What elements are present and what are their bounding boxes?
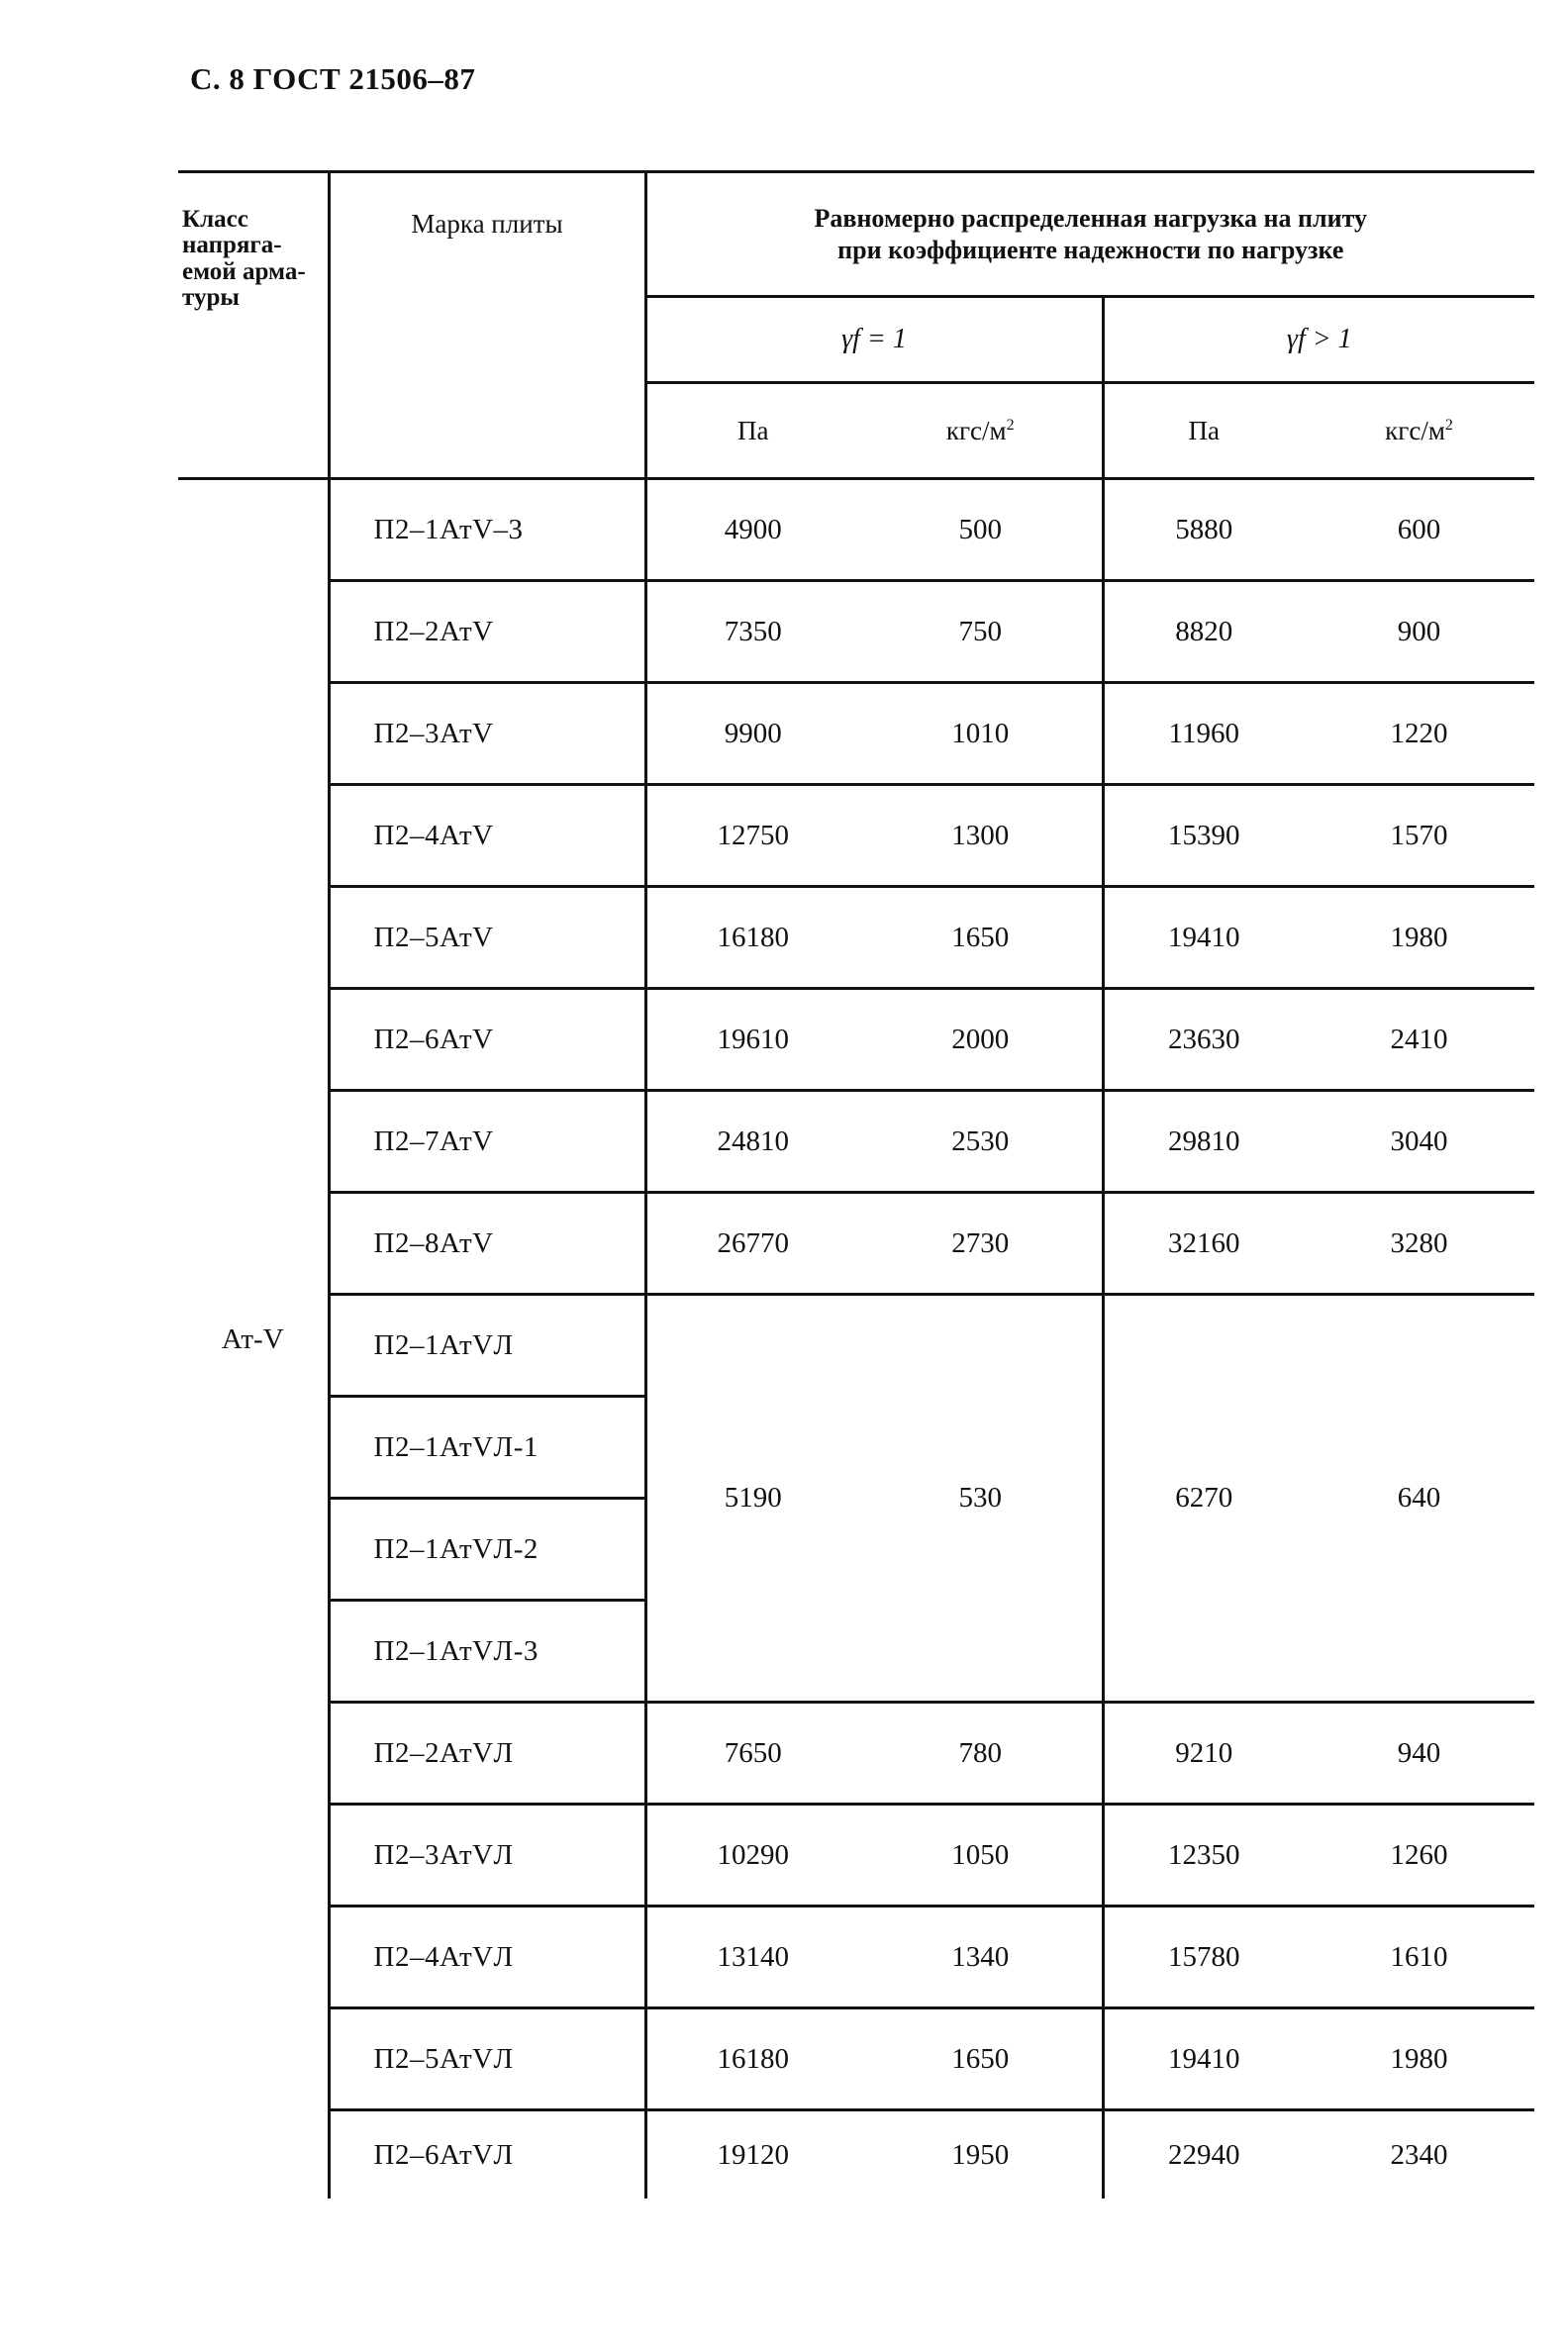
pa1-cell: 26770 [645,1193,859,1295]
pa1-cell: 7350 [645,581,859,683]
mark-cell: П2–7АтV [329,1091,645,1193]
pa2-cell: 8820 [1103,581,1304,683]
kgs1-cell: 2530 [859,1091,1103,1193]
pa2-cell: 29810 [1103,1091,1304,1193]
kgs1-cell: 1010 [859,683,1103,785]
kgs2-cell: 2340 [1304,2110,1534,2200]
table-row [178,887,1534,989]
pa1-cell: 16180 [645,2008,859,2110]
pa2-cell: 6270 [1103,1295,1304,1703]
mark-cell: П2–5АтVЛ [329,2008,645,2110]
header-unit-kgs-2-text: кгс/м [1385,415,1445,445]
kgs1-cell: 1300 [859,785,1103,887]
kgs2-cell: 900 [1304,581,1534,683]
header-class: Класс напряга-емой арма-туры [178,172,329,479]
mark-cell: П2–4АтV [329,785,645,887]
pa1-cell: 7650 [645,1703,859,1805]
header-load-line1: Равномерно распределенная нагрузка на плиту [814,204,1368,234]
table-row [178,1805,1534,1907]
table-body [178,479,1534,2200]
pa1-cell: 5190 [645,1295,859,1703]
kgs2-cell: 1570 [1304,785,1534,887]
table-row [178,479,1534,581]
mark-cell: П2–1АтVЛ-3 [329,1601,645,1703]
header-load-line2: при коэффициенте надежности по нагрузке [837,235,1344,264]
kgs1-cell: 1950 [859,2110,1103,2200]
pa1-cell: 10290 [645,1805,859,1907]
kgs2-cell: 640 [1304,1295,1534,1703]
kgs2-cell: 940 [1304,1703,1534,1805]
pa1-cell: 19120 [645,2110,859,2200]
kgs2-cell: 1260 [1304,1805,1534,1907]
pa2-cell: 32160 [1103,1193,1304,1295]
header-unit-kgs-1 [859,383,1103,479]
table-row [178,1907,1534,2008]
header-gamma-gt: γf > 1 [1103,297,1534,383]
mark-cell: П2–4АтVЛ [329,1907,645,2008]
kgs2-cell: 2410 [1304,989,1534,1091]
kgs1-cell: 1650 [859,887,1103,989]
pa2-cell: 23630 [1103,989,1304,1091]
header-mark: Марка плиты [329,172,645,479]
kgs1-cell: 1050 [859,1805,1103,1907]
pa2-cell: 19410 [1103,2008,1304,2110]
pa1-cell: 19610 [645,989,859,1091]
header-unit-kgs-1-exp: 2 [1006,416,1015,434]
mark-cell: П2–3АтVЛ [329,1805,645,1907]
kgs1-cell: 1650 [859,2008,1103,2110]
table-row [178,2008,1534,2110]
pa2-cell: 5880 [1103,479,1304,581]
table-row [178,1193,1534,1295]
pa1-cell: 12750 [645,785,859,887]
mark-cell: П2–1АтVЛ [329,1295,645,1397]
load-table [178,170,1534,2199]
table-row [178,1703,1534,1805]
pa2-cell: 22940 [1103,2110,1304,2200]
mark-cell: П2–2АтV [329,581,645,683]
kgs1-cell: 2000 [859,989,1103,1091]
table-row-group [178,1295,1534,1397]
kgs2-cell: 3040 [1304,1091,1534,1193]
header-unit-pa-2: Па [1103,383,1304,479]
pa2-cell: 9210 [1103,1703,1304,1805]
pa1-cell: 13140 [645,1907,859,2008]
pa2-cell: 15780 [1103,1907,1304,2008]
pa2-cell: 11960 [1103,683,1304,785]
header-load [645,172,1534,297]
page-title: С. 8 ГОСТ 21506–87 [190,61,476,96]
pa2-cell: 12350 [1103,1805,1304,1907]
mark-cell: П2–1АтVЛ-2 [329,1499,645,1601]
pa2-cell: 19410 [1103,887,1304,989]
pa1-cell: 9900 [645,683,859,785]
mark-cell: П2–1АтV–3 [329,479,645,581]
mark-cell: П2–6АтVЛ [329,2110,645,2200]
kgs1-cell: 500 [859,479,1103,581]
mark-cell: П2–5АтV [329,887,645,989]
kgs2-cell: 1610 [1304,1907,1534,2008]
pa2-cell: 15390 [1103,785,1304,887]
mark-cell: П2–3АтV [329,683,645,785]
header-gamma-eq: γf = 1 [645,297,1103,383]
kgs1-cell: 2730 [859,1193,1103,1295]
kgs1-cell: 530 [859,1295,1103,1703]
kgs2-cell: 3280 [1304,1193,1534,1295]
table-row [178,989,1534,1091]
mark-cell: П2–6АтV [329,989,645,1091]
kgs1-cell: 1340 [859,1907,1103,2008]
kgs2-cell: 1980 [1304,887,1534,989]
header-unit-kgs-2 [1304,383,1534,479]
header-unit-pa-1: Па [645,383,859,479]
pa1-cell: 16180 [645,887,859,989]
mark-cell: П2–1АтVЛ-1 [329,1397,645,1499]
pa1-cell: 4900 [645,479,859,581]
kgs2-cell: 1980 [1304,2008,1534,2110]
table-row [178,581,1534,683]
kgs1-cell: 780 [859,1703,1103,1805]
table-row [178,2110,1534,2200]
header-unit-kgs-1-text: кгс/м [945,415,1007,445]
pa1-cell: 24810 [645,1091,859,1193]
table-row [178,683,1534,785]
mark-cell: П2–2АтVЛ [329,1703,645,1805]
class-cell: Ат-V [178,479,329,2200]
table-row [178,785,1534,887]
kgs1-cell: 750 [859,581,1103,683]
table-row [178,1091,1534,1193]
kgs2-cell: 600 [1304,479,1534,581]
mark-cell: П2–8АтV [329,1193,645,1295]
kgs2-cell: 1220 [1304,683,1534,785]
header-unit-kgs-2-exp: 2 [1444,416,1453,434]
header-row-1 [178,172,1534,297]
load-table-container [178,170,1534,2199]
